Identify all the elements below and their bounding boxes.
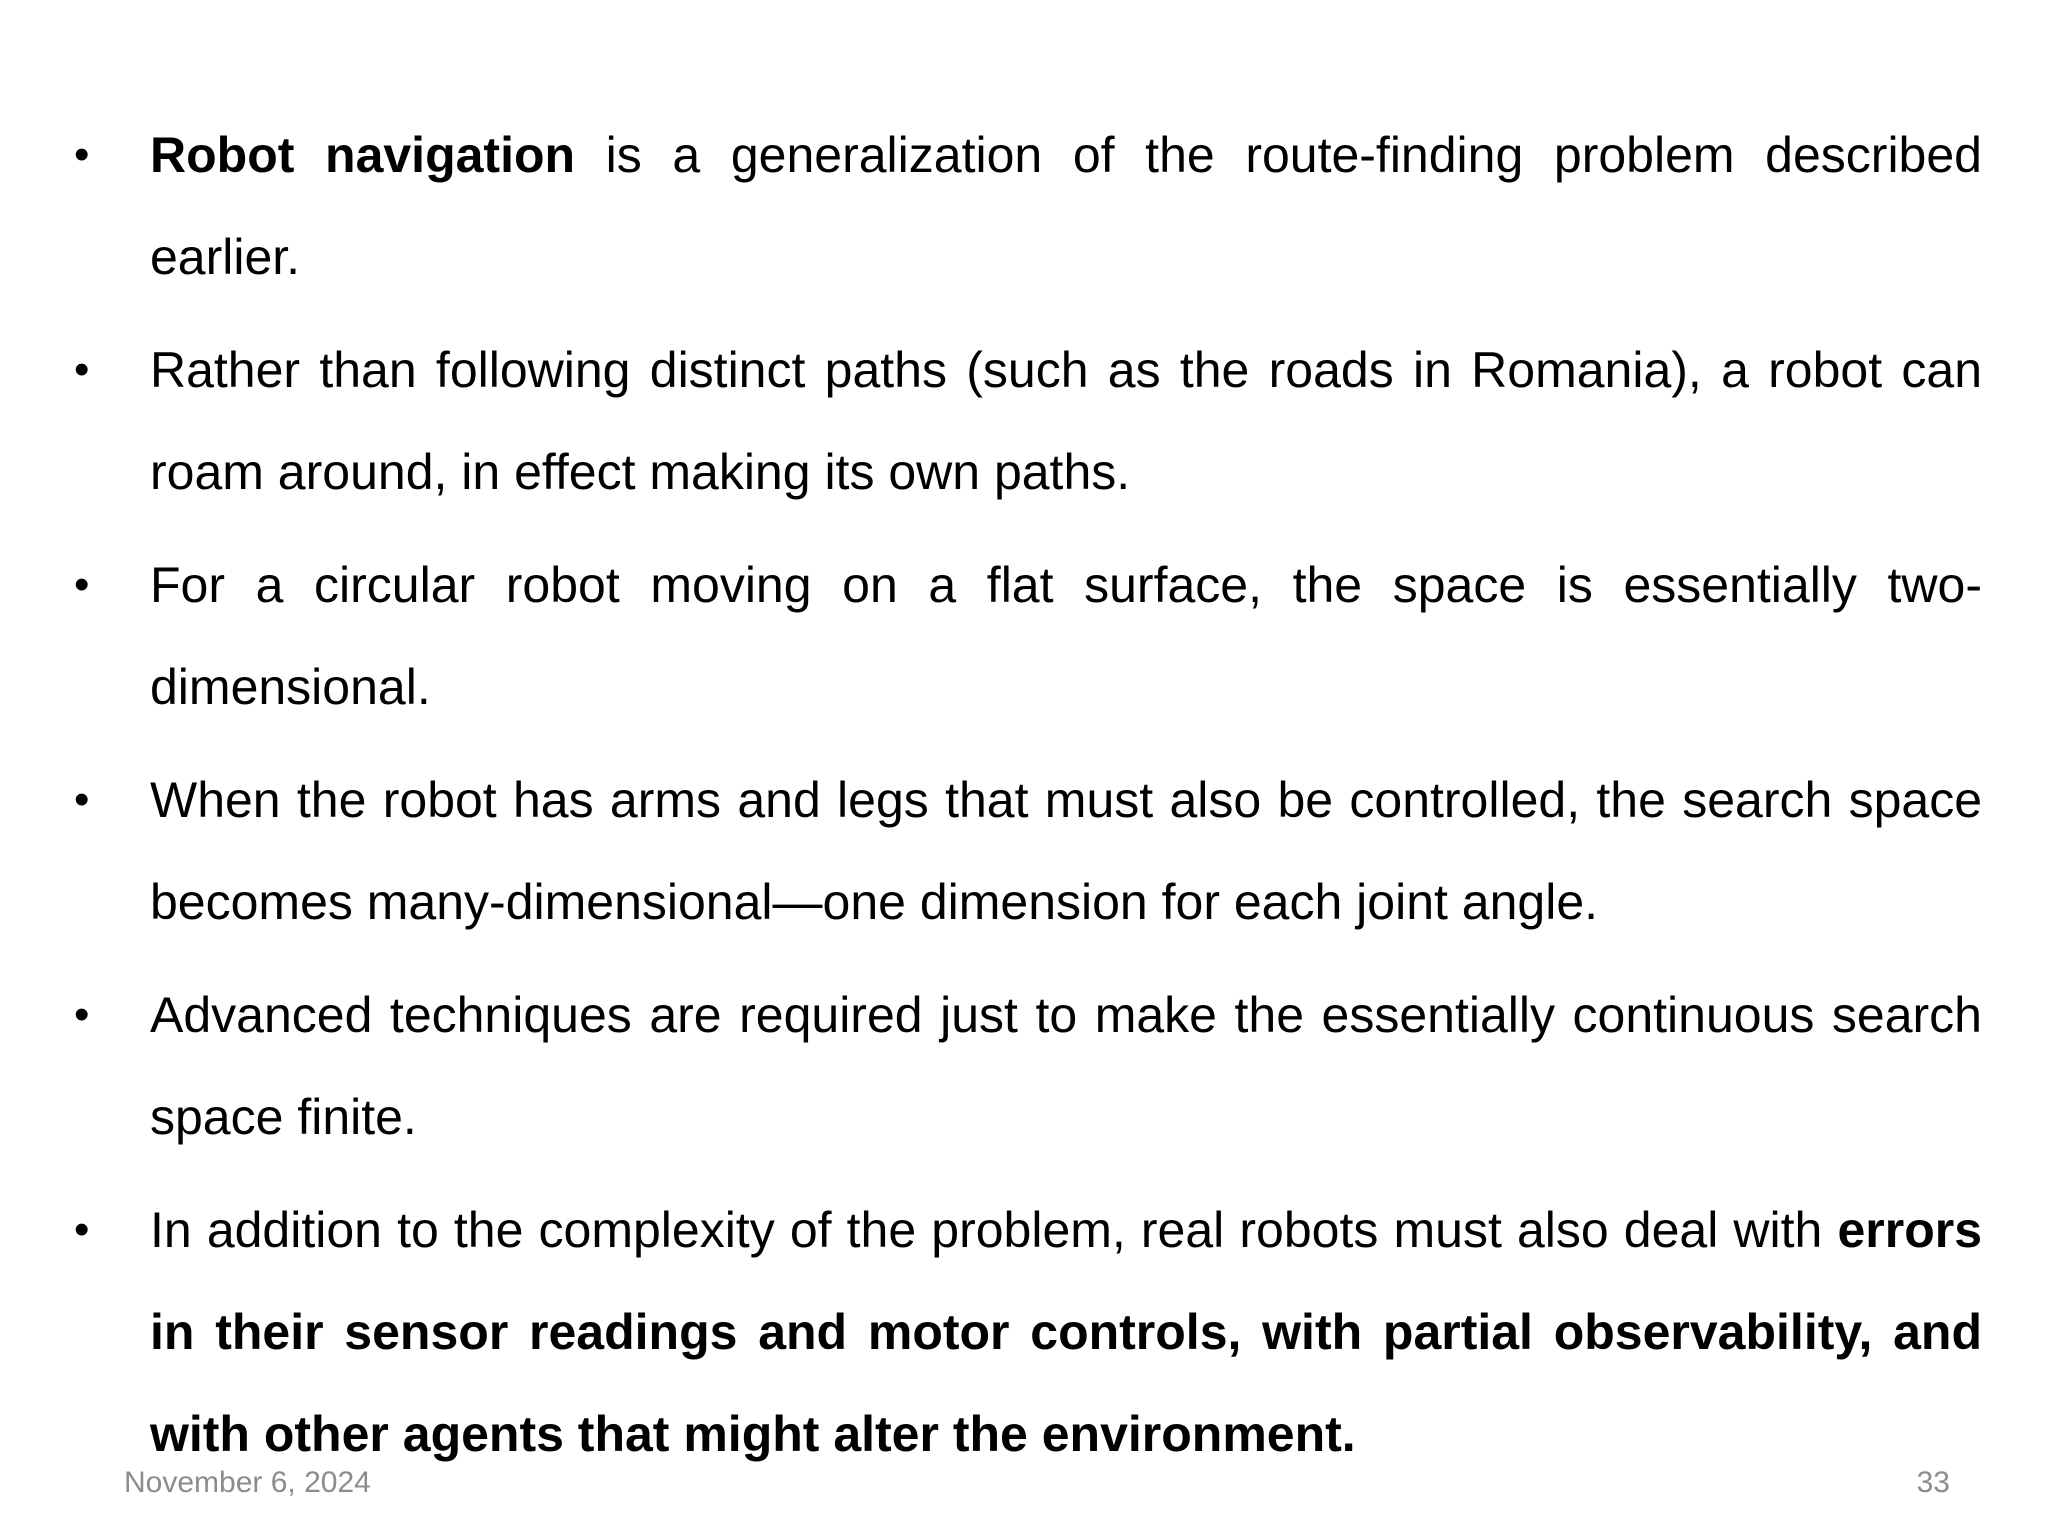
bullet-item-real-robots [70, 1179, 1982, 1485]
footer-date: November 6, 2024 [124, 1466, 371, 1499]
bullet-text: is a generalization of the route-finding problem described earlier. [150, 127, 1982, 285]
bullet-item-arms-legs [70, 749, 1982, 953]
bullet-list [70, 104, 1982, 1496]
bullet-mark: • [74, 990, 90, 1039]
bullet-mark: • [74, 775, 90, 824]
bullet-text: In addition to the complexity of the problem, real robots must also deal with [150, 1202, 1838, 1258]
bullet-item-circular-robot [70, 534, 1982, 738]
bullet-mark: • [74, 1205, 90, 1254]
page-number: 33 [1916, 1466, 1950, 1499]
bullet-bold-tail: errors in their sensor readings and motor controls, with partial observability, and with other agents that might alter the environment. [150, 1202, 1982, 1462]
bullet-mark: • [74, 130, 90, 179]
bullet-bold-lead: Robot navigation [150, 127, 576, 183]
bullet-text: Advanced techniques are required just to make the essentially continuous search space finite. [150, 987, 1982, 1145]
bullet-mark: • [74, 345, 90, 394]
bullet-text: For a circular robot moving on a flat surface, the space is essentially two-dimensional. [150, 557, 1982, 715]
bullet-text: Rather than following distinct paths (such as the roads in Romania), a robot can roam around, in effect making its own paths. [150, 342, 1982, 500]
bullet-item-distinct-paths [70, 319, 1982, 523]
bullet-mark: • [74, 560, 90, 609]
bullet-item-robot-navigation [70, 104, 1982, 308]
bullet-item-advanced-techniques [70, 964, 1982, 1168]
bullet-text: When the robot has arms and legs that must also be controlled, the search space becomes many-dimensional—one dimension for each joint angle. [150, 772, 1982, 930]
